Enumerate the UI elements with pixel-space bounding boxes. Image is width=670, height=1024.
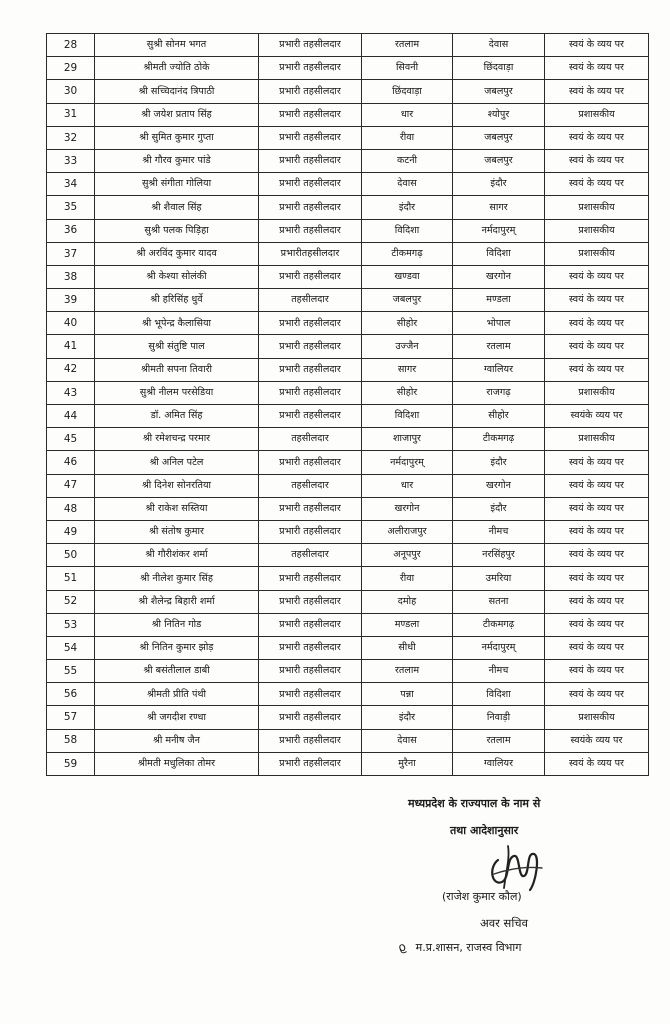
authority-line: मध्यप्रदेश के राज्यपाल के नाम से [408, 797, 541, 810]
transfer-reason-cell: प्रशासकीय [545, 428, 649, 451]
from-district-cell: दमोह [362, 590, 453, 613]
officer-name-cell: श्री नीलेश कुमार सिंह [95, 567, 259, 590]
table-row [47, 242, 649, 265]
post-cell: तहसीलदार [259, 289, 362, 312]
to-district-cell: जबलपुर [453, 80, 545, 103]
to-district-cell: देवास [453, 34, 545, 57]
transfer-reason-cell: स्वयं के व्यय पर [545, 149, 649, 172]
from-district-cell: टीकमगढ़ [362, 242, 453, 265]
officer-name-cell: श्री जगदीश रण्धा [95, 706, 259, 729]
serial-number-cell: 51 [47, 567, 95, 590]
transfer-reason-cell: स्वयं के व्यय पर [545, 474, 649, 497]
transfer-reason-cell: स्वयं के व्यय पर [545, 590, 649, 613]
from-district-cell: नर्मदापुरम् [362, 451, 453, 474]
from-district-cell: रतलाम [362, 660, 453, 683]
to-district-cell: नर्मदापुरम् [453, 636, 545, 659]
post-cell: प्रभारी तहसीलदार [259, 265, 362, 288]
to-district-cell: खरगोन [453, 474, 545, 497]
signatory-designation: अवर सचिव [480, 916, 528, 930]
officer-name-cell: श्री भूपेन्द्र कैलासिया [95, 312, 259, 335]
initial-mark-icon: ϱ [395, 939, 408, 955]
from-district-cell: जबलपुर [362, 289, 453, 312]
transfer-reason-cell: स्वयं के व्यय पर [545, 613, 649, 636]
table-row [47, 265, 649, 288]
post-cell: तहसीलदार [259, 544, 362, 567]
post-cell: तहसीलदार [259, 428, 362, 451]
from-district-cell: खरगोन [362, 497, 453, 520]
transfer-reason-cell: स्वयं के व्यय पर [545, 683, 649, 706]
table-row [47, 126, 649, 149]
post-cell: प्रभारी तहसीलदार [259, 219, 362, 242]
officer-name-cell: श्रीमती मधुलिका तोमर [95, 752, 259, 775]
officer-name-cell: श्री शैवाल सिंह [95, 196, 259, 219]
from-district-cell: सागर [362, 358, 453, 381]
post-cell: प्रभारी तहसीलदार [259, 520, 362, 543]
to-district-cell: श्योपुर [453, 103, 545, 126]
post-cell: प्रभारी तहसीलदार [259, 196, 362, 219]
department-text: म.प्र.शासन, राजस्व विभाग [415, 941, 522, 954]
post-cell: प्रभारी तहसीलदार [259, 103, 362, 126]
officer-name-cell: श्री जयेश प्रताप सिंह [95, 103, 259, 126]
post-cell: प्रभारी तहसीलदार [259, 590, 362, 613]
transfer-reason-cell: स्वयं के व्यय पर [545, 126, 649, 149]
officer-name-cell: श्री शैलेन्द्र बिहारी शर्मा [95, 590, 259, 613]
from-district-cell: मुरैना [362, 752, 453, 775]
transfer-reason-cell: स्वयं के व्यय पर [545, 312, 649, 335]
officer-name-cell: सुश्री नीलम परसेडिया [95, 381, 259, 404]
table-row [47, 335, 649, 358]
to-district-cell: नीमच [453, 520, 545, 543]
table-row [47, 381, 649, 404]
from-district-cell: सीहोर [362, 312, 453, 335]
to-district-cell: विदिशा [453, 242, 545, 265]
table-row [47, 312, 649, 335]
post-cell: प्रभारी तहसीलदार [259, 752, 362, 775]
serial-number-cell: 28 [47, 34, 95, 57]
transfer-reason-cell: स्वयं के व्यय पर [545, 544, 649, 567]
from-district-cell: शाजापुर [362, 428, 453, 451]
table-row [47, 149, 649, 172]
from-district-cell: खण्डवा [362, 265, 453, 288]
table-row [47, 196, 649, 219]
officer-name-cell: सुश्री पलक पिड़िहा [95, 219, 259, 242]
to-district-cell: निवाड़ी [453, 706, 545, 729]
transfer-reason-cell: स्वयं के व्यय पर [545, 289, 649, 312]
serial-number-cell: 35 [47, 196, 95, 219]
from-district-cell: सीहोर [362, 381, 453, 404]
to-district-cell: टीकमगढ़ [453, 428, 545, 451]
to-district-cell: भोपाल [453, 312, 545, 335]
from-district-cell: उज्जैन [362, 335, 453, 358]
to-district-cell: रतलाम [453, 335, 545, 358]
table-body [47, 34, 649, 776]
to-district-cell: इंदौर [453, 497, 545, 520]
table-row [47, 173, 649, 196]
officer-name-cell: श्री नितिन कुमार झोड़ [95, 636, 259, 659]
transfer-reason-cell: स्वयंके व्यय पर [545, 729, 649, 752]
post-cell: प्रभारी तहसीलदार [259, 706, 362, 729]
transfer-list-table [46, 33, 649, 776]
signatory-department [395, 939, 522, 955]
serial-number-cell: 36 [47, 219, 95, 242]
post-cell: प्रभारी तहसीलदार [259, 34, 362, 57]
post-cell: प्रभारी तहसीलदार [259, 729, 362, 752]
to-district-cell: नीमच [453, 660, 545, 683]
table-row [47, 636, 649, 659]
to-district-cell: जबलपुर [453, 126, 545, 149]
table-row [47, 520, 649, 543]
table-row [47, 405, 649, 428]
to-district-cell: रतलाम [453, 729, 545, 752]
to-district-cell: इंदौर [453, 451, 545, 474]
from-district-cell: रतलाम [362, 34, 453, 57]
serial-number-cell: 42 [47, 358, 95, 381]
officer-name-cell: श्रीमती ज्योति ठोके [95, 57, 259, 80]
table-row [47, 590, 649, 613]
from-district-cell: इंदौर [362, 706, 453, 729]
transfer-reason-cell: स्वयं के व्यय पर [545, 80, 649, 103]
from-district-cell: विदिशा [362, 405, 453, 428]
serial-number-cell: 30 [47, 80, 95, 103]
post-cell: प्रभारी तहसीलदार [259, 312, 362, 335]
serial-number-cell: 29 [47, 57, 95, 80]
post-cell: प्रभारी तहसीलदार [259, 335, 362, 358]
serial-number-cell: 47 [47, 474, 95, 497]
from-district-cell: सिवनी [362, 57, 453, 80]
serial-number-cell: 53 [47, 613, 95, 636]
post-cell: प्रभारी तहसीलदार [259, 636, 362, 659]
table-row [47, 289, 649, 312]
from-district-cell: धार [362, 474, 453, 497]
serial-number-cell: 45 [47, 428, 95, 451]
transfer-reason-cell: स्वयं के व्यय पर [545, 34, 649, 57]
from-district-cell: देवास [362, 729, 453, 752]
serial-number-cell: 54 [47, 636, 95, 659]
serial-number-cell: 40 [47, 312, 95, 335]
post-cell: प्रभारी तहसीलदार [259, 451, 362, 474]
officer-name-cell: श्री अरविंद कुमार यादव [95, 242, 259, 265]
table-row [47, 80, 649, 103]
from-district-cell: छिंदवाड़ा [362, 80, 453, 103]
from-district-cell: रीवा [362, 126, 453, 149]
from-district-cell: देवास [362, 173, 453, 196]
serial-number-cell: 46 [47, 451, 95, 474]
serial-number-cell: 38 [47, 265, 95, 288]
transfer-reason-cell: स्वयं के व्यय पर [545, 335, 649, 358]
officer-name-cell: श्री रमेशचन्द्र परमार [95, 428, 259, 451]
transfer-reason-cell: स्वयं के व्यय पर [545, 752, 649, 775]
officer-name-cell: श्री सुमित कुमार गुप्ता [95, 126, 259, 149]
transfer-reason-cell: स्वयं के व्यय पर [545, 358, 649, 381]
table-row [47, 34, 649, 57]
serial-number-cell: 55 [47, 660, 95, 683]
post-cell: प्रभारी तहसीलदार [259, 149, 362, 172]
table-row [47, 752, 649, 775]
transfer-reason-cell: प्रशासकीय [545, 219, 649, 242]
serial-number-cell: 39 [47, 289, 95, 312]
transfer-reason-cell: स्वयं के व्यय पर [545, 567, 649, 590]
transfer-reason-cell: प्रशासकीय [545, 103, 649, 126]
signatory-name: (राजेश कुमार कौल) [442, 890, 522, 903]
to-district-cell: सागर [453, 196, 545, 219]
post-cell: प्रभारी तहसीलदार [259, 80, 362, 103]
officer-name-cell: सुश्री सोनम भगत [95, 34, 259, 57]
table-row [47, 57, 649, 80]
to-district-cell: ग्वालियर [453, 752, 545, 775]
post-cell: प्रभारी तहसीलदार [259, 567, 362, 590]
officer-name-cell: सुश्री संतुष्टि पाल [95, 335, 259, 358]
officer-name-cell: श्री दिनेश सोनरतिया [95, 474, 259, 497]
officer-name-cell: श्री गौरव कुमार पांडे [95, 149, 259, 172]
to-district-cell: सतना [453, 590, 545, 613]
serial-number-cell: 34 [47, 173, 95, 196]
from-district-cell: रीवा [362, 567, 453, 590]
serial-number-cell: 59 [47, 752, 95, 775]
transfer-reason-cell: स्वयं के व्यय पर [545, 497, 649, 520]
post-cell: प्रभारी तहसीलदार [259, 613, 362, 636]
serial-number-cell: 50 [47, 544, 95, 567]
to-district-cell: उमरिया [453, 567, 545, 590]
table-row [47, 567, 649, 590]
from-district-cell: इंदौर [362, 196, 453, 219]
table-row [47, 613, 649, 636]
to-district-cell: नरसिंहपुर [453, 544, 545, 567]
from-district-cell: विदिशा [362, 219, 453, 242]
serial-number-cell: 37 [47, 242, 95, 265]
post-cell: प्रभारी तहसीलदार [259, 660, 362, 683]
officer-name-cell: सुश्री संगीता गोलिया [95, 173, 259, 196]
post-cell: प्रभारी तहसीलदार [259, 405, 362, 428]
from-district-cell: सीधी [362, 636, 453, 659]
transfer-reason-cell: प्रशासकीय [545, 706, 649, 729]
order-line: तथा आदेशानुसार [450, 824, 519, 837]
to-district-cell: छिंदवाड़ा [453, 57, 545, 80]
post-cell: प्रभारीतहसीलदार [259, 242, 362, 265]
officer-name-cell: श्री गौरीशंकर शर्मा [95, 544, 259, 567]
transfer-reason-cell: स्वयंके व्यय पर [545, 405, 649, 428]
officer-name-cell: श्रीमती प्रीति पंथी [95, 683, 259, 706]
table-row [47, 219, 649, 242]
transfer-reason-cell: प्रशासकीय [545, 242, 649, 265]
serial-number-cell: 58 [47, 729, 95, 752]
officer-name-cell: श्री बसंतीलाल डाबी [95, 660, 259, 683]
officer-name-cell: डॉ. अमित सिंह [95, 405, 259, 428]
table-row [47, 497, 649, 520]
transfer-reason-cell: स्वयं के व्यय पर [545, 265, 649, 288]
post-cell: तहसीलदार [259, 474, 362, 497]
to-district-cell: मण्डला [453, 289, 545, 312]
table-row [47, 660, 649, 683]
serial-number-cell: 48 [47, 497, 95, 520]
officer-name-cell: श्री मनीष जैन [95, 729, 259, 752]
table-row [47, 358, 649, 381]
transfer-reason-cell: स्वयं के व्यय पर [545, 173, 649, 196]
table-row [47, 451, 649, 474]
table-row [47, 706, 649, 729]
post-cell: प्रभारी तहसीलदार [259, 497, 362, 520]
serial-number-cell: 57 [47, 706, 95, 729]
transfer-reason-cell: स्वयं के व्यय पर [545, 660, 649, 683]
from-district-cell: धार [362, 103, 453, 126]
officer-name-cell: श्री अनिल पटेल [95, 451, 259, 474]
serial-number-cell: 49 [47, 520, 95, 543]
to-district-cell: इंदौर [453, 173, 545, 196]
post-cell: प्रभारी तहसीलदार [259, 683, 362, 706]
post-cell: प्रभारी तहसीलदार [259, 358, 362, 381]
to-district-cell: खरगोन [453, 265, 545, 288]
table-row [47, 544, 649, 567]
officer-name-cell: श्री सच्चिदानंद त्रिपाठी [95, 80, 259, 103]
serial-number-cell: 41 [47, 335, 95, 358]
to-district-cell: विदिशा [453, 683, 545, 706]
table-row [47, 474, 649, 497]
table-row [47, 729, 649, 752]
post-cell: प्रभारी तहसीलदार [259, 126, 362, 149]
post-cell: प्रभारी तहसीलदार [259, 173, 362, 196]
serial-number-cell: 52 [47, 590, 95, 613]
transfer-reason-cell: स्वयं के व्यय पर [545, 636, 649, 659]
from-district-cell: मण्डला [362, 613, 453, 636]
serial-number-cell: 33 [47, 149, 95, 172]
officer-name-cell: श्री हरिसिंह धुर्वे [95, 289, 259, 312]
officer-name-cell: श्री केश्या सोलंकी [95, 265, 259, 288]
table-row [47, 103, 649, 126]
serial-number-cell: 44 [47, 405, 95, 428]
transfer-reason-cell: स्वयं के व्यय पर [545, 57, 649, 80]
transfer-reason-cell: स्वयं के व्यय पर [545, 520, 649, 543]
to-district-cell: जबलपुर [453, 149, 545, 172]
transfer-reason-cell: स्वयं के व्यय पर [545, 451, 649, 474]
serial-number-cell: 56 [47, 683, 95, 706]
serial-number-cell: 43 [47, 381, 95, 404]
post-cell: प्रभारी तहसीलदार [259, 381, 362, 404]
to-district-cell: ग्वालियर [453, 358, 545, 381]
table-row [47, 428, 649, 451]
from-district-cell: पन्ना [362, 683, 453, 706]
from-district-cell: कटनी [362, 149, 453, 172]
to-district-cell: नर्मदापुरम् [453, 219, 545, 242]
officer-name-cell: श्री नितिन गोड [95, 613, 259, 636]
officer-name-cell: श्रीमती सपना तिवारी [95, 358, 259, 381]
table-row [47, 683, 649, 706]
transfer-reason-cell: प्रशासकीय [545, 196, 649, 219]
to-district-cell: सीहोर [453, 405, 545, 428]
transfer-reason-cell: प्रशासकीय [545, 381, 649, 404]
from-district-cell: अलीराजपुर [362, 520, 453, 543]
officer-name-cell: श्री राकेश सस्तिया [95, 497, 259, 520]
serial-number-cell: 32 [47, 126, 95, 149]
post-cell: प्रभारी तहसीलदार [259, 57, 362, 80]
from-district-cell: अनूपपुर [362, 544, 453, 567]
serial-number-cell: 31 [47, 103, 95, 126]
officer-name-cell: श्री संतोष कुमार [95, 520, 259, 543]
to-district-cell: टीकमगढ़ [453, 613, 545, 636]
to-district-cell: राजगढ़ [453, 381, 545, 404]
